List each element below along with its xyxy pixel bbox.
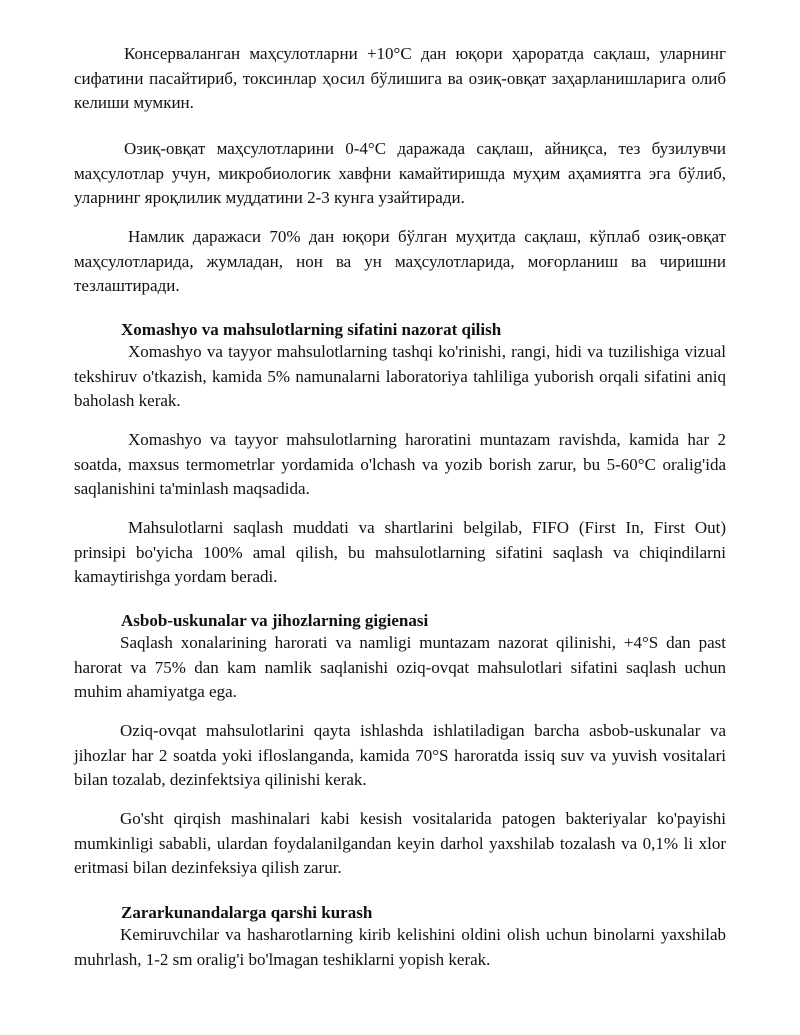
paragraph-fifo: Mahsulotlarni saqlash muddati va shartlarini belgilab, FIFO (First In, First Out) prinsipi bo'yicha 100% amal qilish, bu mahsulotlarning sifatini saqlash va chiqindilarni kamaytirishga yordam beradi.: [74, 518, 726, 587]
paragraph-humidity: Намлик даражаси 70% дан юқори бўлган муҳитда сақлаш, кўплаб озиқ-овқат маҳсулотларида, жумладан, нон ва ун маҳсулотларида, моғорланиш ва чиришни тезлаштиради.: [74, 227, 726, 296]
section-heading-quality-control: Xomashyo va mahsulotlarning sifatini nazorat qilish: [121, 320, 502, 339]
paragraph-canned-products: Консерваланган маҳсулотларни +10°С дан юқори ҳароратда сақлаш, уларнинг сифатини пасайтириб, токсинлар ҳосил бўлишига ва озиқ-овқат заҳарланишларига олиб келиши мумкин.: [74, 44, 726, 113]
paragraph-cutting-tools: Go'sht qirqish mashinalari kabi kesish vositalarida patogen bakteriyalar ko'payishi mumkinligi sababli, ulardan foydalanilgandan keyin darhol yaxshilab tozalash va 0,1% li xlor eritmasi bilan dezinfeksiya qilish zarur.: [74, 809, 726, 878]
section-heading-pest-control: Zararkunandalarga qarshi kurash: [121, 903, 373, 922]
paragraph-visual-inspection: Xomashyo va tayyor mahsulotlarning tashqi ko'rinishi, rangi, hidi va tuzilishiga vizual tekshiruv o'tkazish, kamida 5% namunalarni laboratoriya tahliliga yuborish orqali sifatini aniq baholash kerak.: [74, 342, 726, 411]
paragraph-temperature-check: Xomashyo va tayyor mahsulotlarning haroratini muntazam ravishda, kamida har 2 soatda, maxsus termometrlar yordamida o'lchash va yozib borish zarur, bu 5-60°C oralig'ida saqlanishini ta'minlash maqsadida.: [74, 430, 726, 499]
paragraph-sealing: Kemiruvchilar va hasharotlarning kirib kelishini oldini olish uchun binolarni yaxshilab muhrlash, 1-2 sm oralig'i bo'lmagan teshiklarni yopish kerak.: [74, 925, 726, 969]
section-heading-equipment-hygiene: Asbob-uskunalar va jihozlarning gigienasi: [121, 611, 429, 630]
paragraph-storage-rooms: Saqlash xonalarining harorati va namligi muntazam nazorat qilinishi, +4°S dan past harorat va 75% dan kam namlik saqlanishi oziq-ovqat mahsulotlari sifatini saqlash uchun muhim ahamiyatga ega.: [74, 633, 726, 702]
paragraph-cold-storage: Озиқ-овқат маҳсулотларини 0-4°С даражада сақлаш, айниқса, тез бузилувчи маҳсулотлар учун, микробиологик хавфни камайтиришда муҳим аҳамиятга эга бўлиб, уларнинг яроқлилик муддатини 2-3 кунга узайтиради.: [74, 139, 726, 208]
paragraph-equipment-cleaning: Oziq-ovqat mahsulotlarini qayta ishlashda ishlatiladigan barcha asbob-uskunalar va jihozlar har 2 soatda yoki ifloslanganda, kamida 70°S haroratda issiq suv va yuvish vositalari bilan tozalab, dezinfektsiya qilinishi kerak.: [74, 721, 726, 790]
